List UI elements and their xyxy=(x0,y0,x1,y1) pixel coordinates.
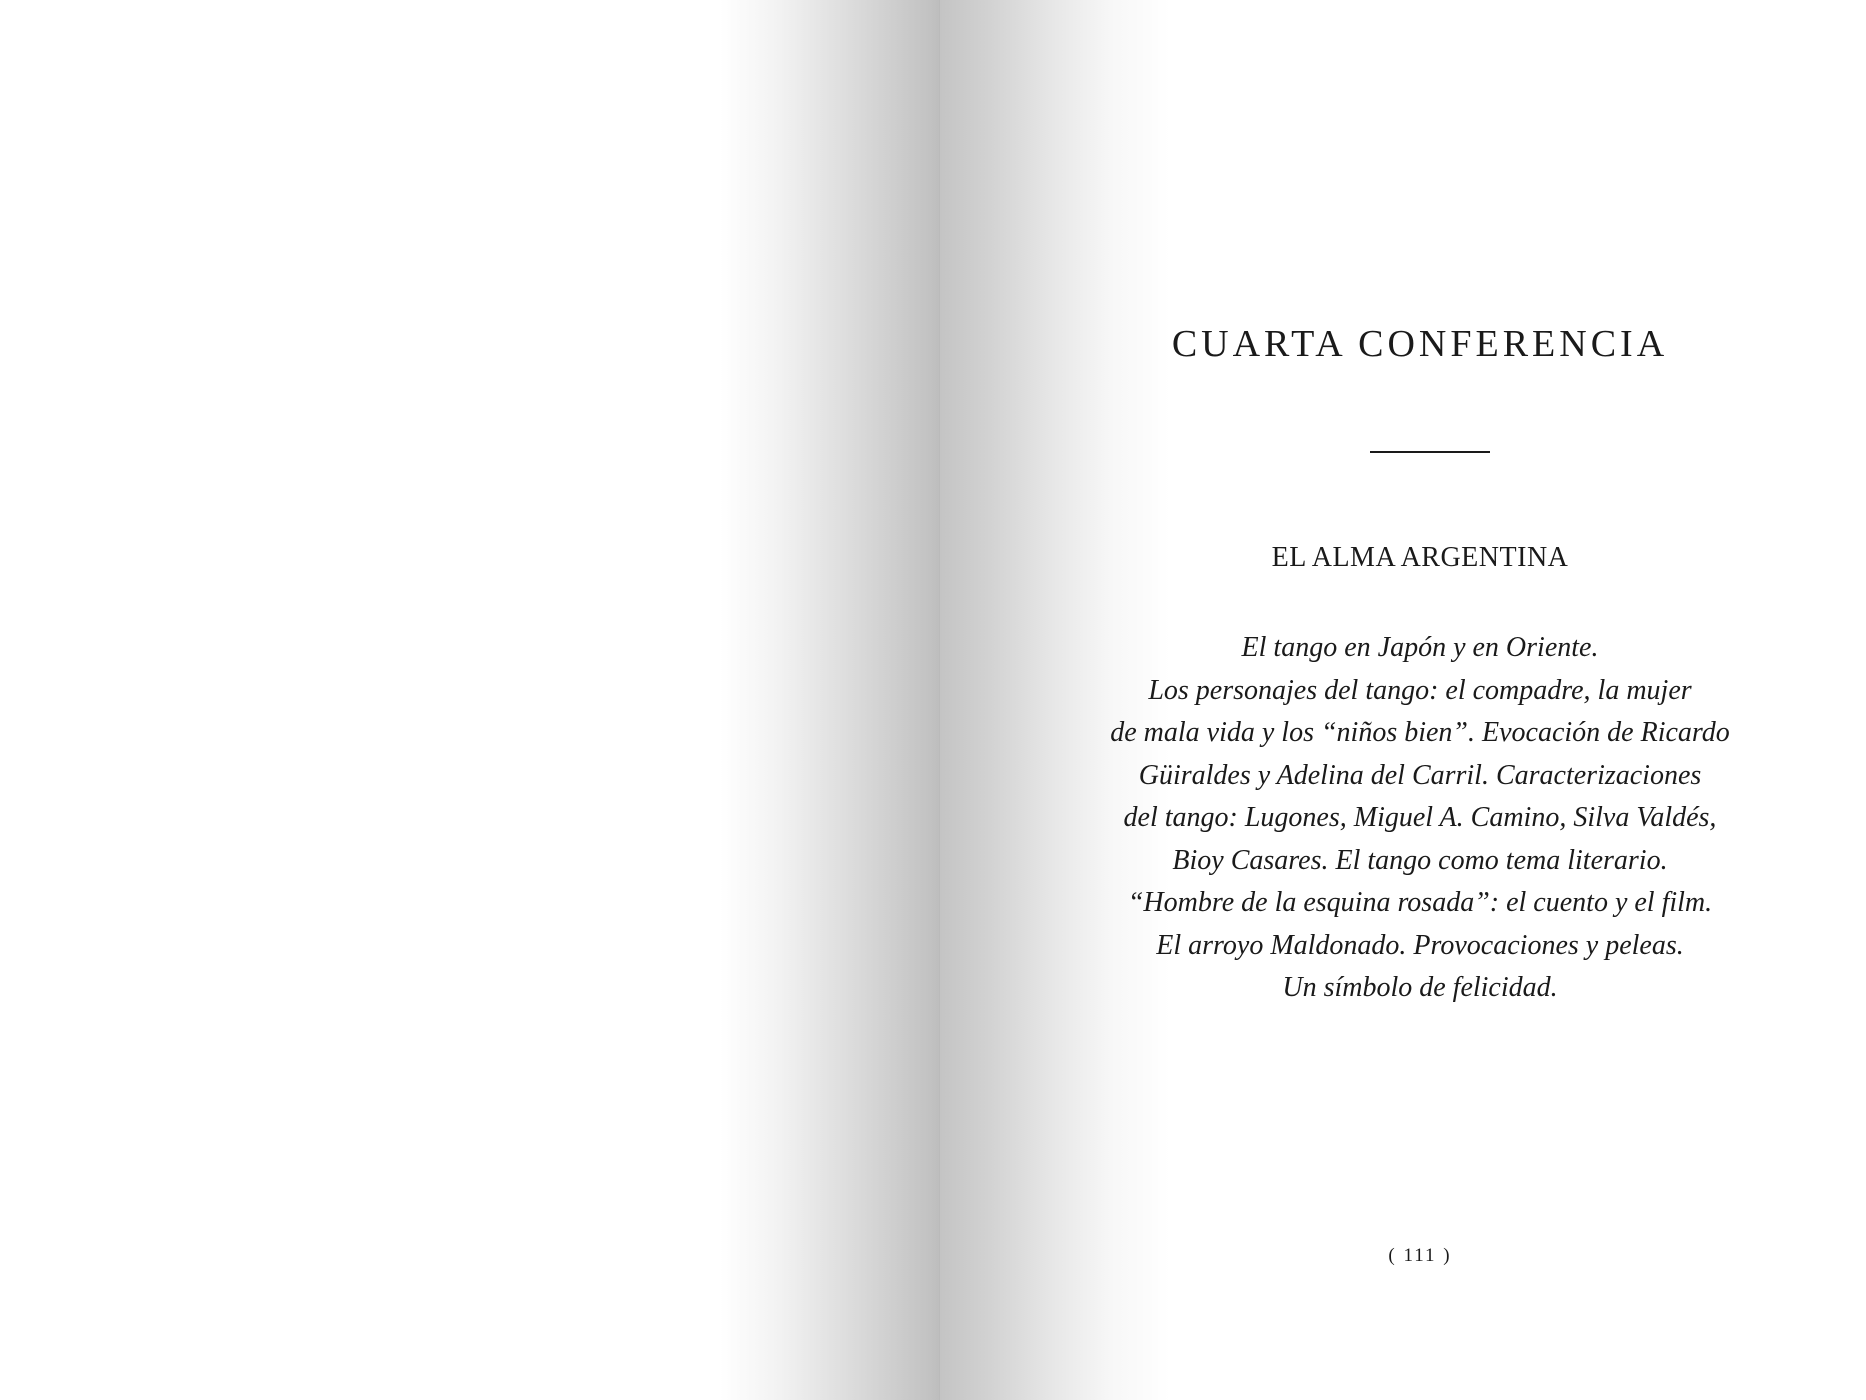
chapter-summary xyxy=(1080,627,1760,1010)
summary-line: de mala vida y los “niños bien”. Evocación de Ricardo xyxy=(1110,717,1730,748)
summary-line: Güiraldes y Adelina del Carril. Caracterizaciones xyxy=(1138,759,1702,791)
summary-line: Un símbolo de felicidad. xyxy=(1282,972,1558,1003)
chapter-subtitle: EL ALMA ARGENTINA xyxy=(1271,542,1569,573)
summary-line: “Hombre de la esquina rosada”: el cuento y el film. xyxy=(1127,887,1713,918)
chapter-title: CUARTA CONFERENCIA xyxy=(1171,323,1669,365)
summary-line: El tango en Japón y en Oriente. xyxy=(1241,632,1599,663)
page-number: ( 111 ) xyxy=(1388,1245,1452,1266)
title-rule-divider xyxy=(1370,451,1490,453)
summary-line: del tango: Lugones, Miguel A. Camino, Silva Valdés, xyxy=(1123,802,1717,833)
summary-line: Bioy Casares. El tango como tema literario. xyxy=(1172,844,1668,876)
summary-line: El arroyo Maldonado. Provocaciones y peleas. xyxy=(1156,929,1684,961)
right-page-content xyxy=(1100,0,1740,1400)
summary-line: Los personajes del tango: el compadre, la mujer xyxy=(1148,674,1692,706)
